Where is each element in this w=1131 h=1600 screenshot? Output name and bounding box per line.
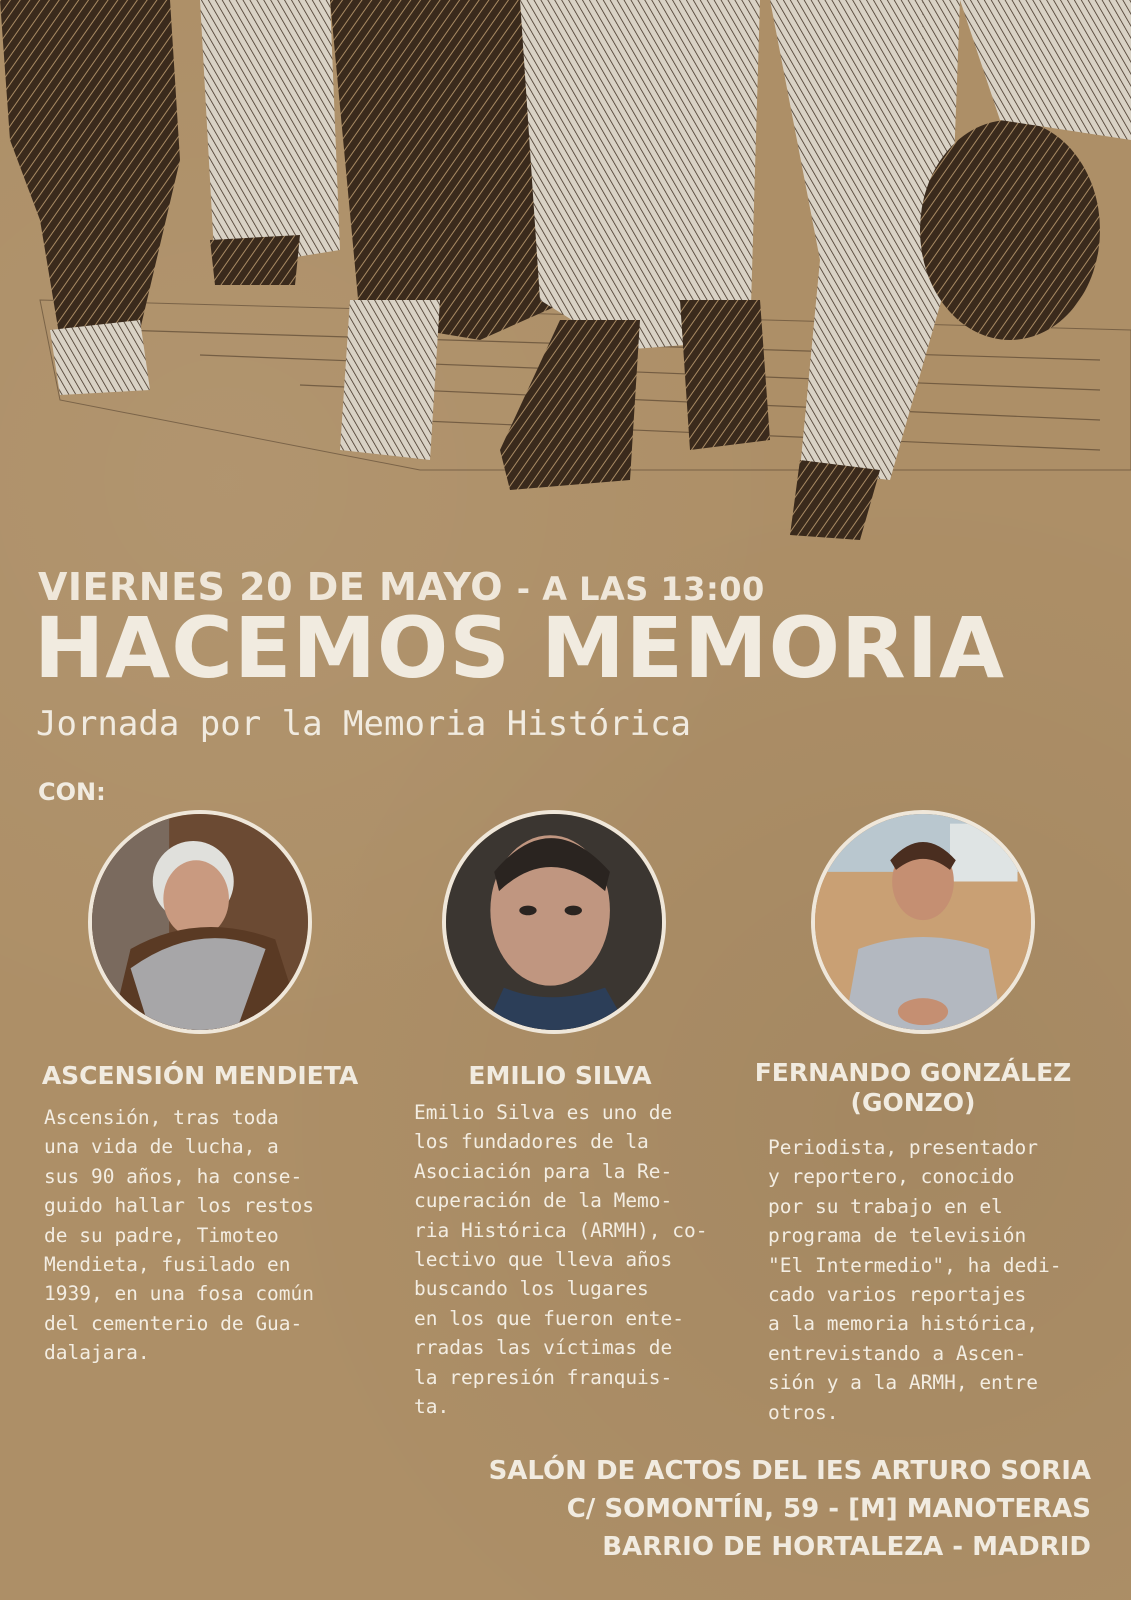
page-subtitle: Jornada por la Memoria Histórica [36,704,692,744]
speaker-name-mendieta: ASCENSIÓN MENDIETA [41,1061,359,1090]
speaker-bio-gonzalez: Periodista, presentador y reportero, conocido por su trabajo en el programa de televisión "El Intermedio", ha dedi- cado varios reportajes a la memoria histórica, entrevistando a Ascen- sión y a la ARMH, entre otros. [768,1136,1062,1424]
with-label: CON: [38,778,106,806]
event-date-label: VIERNES 20 DE MAYO [38,565,504,609]
portrait-reporter-icon [811,810,1035,1034]
venue-address: C/ SOMONTÍN, 59 - [M] MANOTERAS [566,1494,1091,1524]
speaker-name-gonzalez: FERNANDO GONZÁLEZ (GONZO) [754,1058,1072,1117]
speaker-bio-silva: Emilio Silva es uno de los fundadores de la Asociación para la Re- cuperación de la Memo- ria Histórica (ARMH), co- lectivo que lleva años buscando los lugares en los que fueron ente- rradas las víctimas de la represión franquis- ta. [414,1101,708,1419]
speaker-name-silva: EMILIO SILVA [468,1061,652,1090]
event-time-label: - A LAS 13:00 [516,570,765,608]
walking-people-sketch-icon [0,0,1131,560]
speaker-bio-mendieta: Ascensión, tras toda una vida de lucha, a sus 90 años, ha conse- guido hallar los restos de su padre, Timoteo Mendieta, fusilado en 1939, en una fosa común del cementerio de Gua- dalajara. [44,1106,315,1365]
page-title: HACEMOS MEMORIA [34,599,1005,697]
venue-district: BARRIO DE HORTALEZA - MADRID [602,1532,1091,1562]
venue-info [489,1452,1091,1566]
portrait-man-icon [442,810,666,1034]
venue-name: SALÓN DE ACTOS DEL IES ARTURO SORIA [488,1456,1091,1486]
portrait-elderly-woman-icon [88,810,312,1034]
